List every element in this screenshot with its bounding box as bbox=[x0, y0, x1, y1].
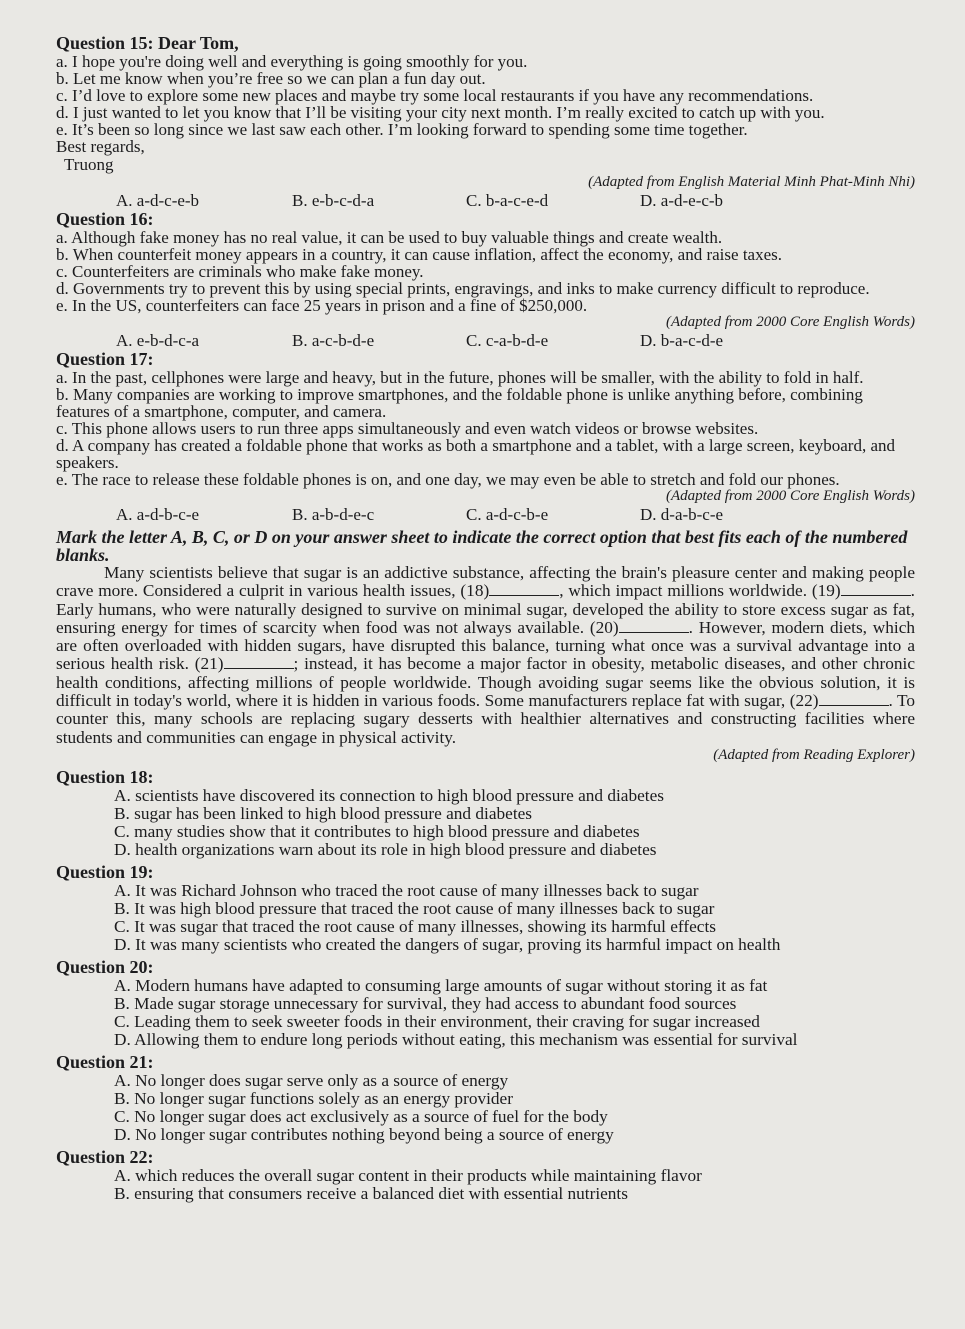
question-title: Question 21: bbox=[56, 1051, 154, 1072]
question-title: Question 19: bbox=[56, 861, 154, 882]
option-a[interactable]: A. e-b-d-c-a bbox=[116, 331, 200, 350]
passage-part-5: ; instead, it has become a major factor in obesity, metabolic diseases, and other chronic health conditions, affecting millions of people worldwide. Though avoiding sugar seems like the obvious solution, it is difficult in today's world, where it is hidden in various foods. Some manufacturers replace fat with sugar, (22) bbox=[56, 654, 915, 711]
sentence-e: e. It’s been so long since we last saw each other. I’m looking forward to spending some time together. bbox=[56, 120, 748, 139]
passage-part-4: . However, modern diets, which are often overloaded with hidden sugars, have disrupted this balance, turning what once was a survival advantage into a serious health risk. (21) bbox=[56, 617, 915, 674]
option-a[interactable]: A. a-d-b-c-e bbox=[116, 505, 200, 524]
letter-closing: Best regards, bbox=[56, 137, 145, 156]
question-title: Question 20: bbox=[56, 956, 154, 977]
option-c[interactable]: C. many studies show that it contributes to high blood pressure and diabetes bbox=[114, 821, 640, 841]
question-21 bbox=[56, 1053, 915, 1144]
option-b[interactable]: B. No longer sugar functions solely as an energy provider bbox=[114, 1088, 513, 1108]
passage-part-2: , which impact millions worldwide. (19) bbox=[559, 581, 841, 601]
question-title: Question 16: bbox=[56, 209, 154, 229]
sentence-d: d. A company has created a foldable phone that works as both a smartphone and a tablet, with a large screen, keyboard, and speakers. bbox=[56, 436, 896, 472]
option-c[interactable]: C. It was sugar that traced the root cause of many illnesses, showing its harmful effects bbox=[114, 916, 716, 936]
option-b[interactable]: B. sugar has been linked to high blood pressure and diabetes bbox=[114, 803, 533, 823]
answer-options bbox=[56, 191, 915, 210]
sentence-b: b. Let me know when you’re free so we can plan a fun day out. bbox=[56, 69, 486, 88]
sentence-c: c. This phone allows users to run three apps simultaneously and even watch videos or browse websites. bbox=[56, 419, 759, 438]
question-19 bbox=[56, 863, 915, 954]
blank-18[interactable] bbox=[489, 582, 559, 596]
option-b[interactable]: B. It was high blood pressure that traced the root cause of many illnesses back to sugar bbox=[114, 898, 715, 918]
option-a[interactable]: A. a-d-c-e-b bbox=[116, 191, 200, 210]
passage-source: (Adapted from Reading Explorer) bbox=[713, 746, 915, 763]
sentence-a: a. Although fake money has no real value, it can be used to buy valuable things and create wealth. bbox=[56, 228, 723, 247]
option-b[interactable]: B. e-b-c-d-a bbox=[292, 191, 375, 210]
question-15 bbox=[56, 34, 915, 210]
option-d[interactable]: D. It was many scientists who created the dangers of sugar, proving its harmful impact on health bbox=[114, 934, 781, 954]
question-20 bbox=[56, 958, 915, 1049]
question-title: Question 22: bbox=[56, 1146, 154, 1167]
option-c[interactable]: C. b-a-c-e-d bbox=[466, 191, 549, 210]
sentence-a: a. In the past, cellphones were large and heavy, but in the future, phones will be smaller, with the ability to fold in half. bbox=[56, 368, 864, 387]
sentence-a: a. I hope you're doing well and everything is going smoothly for you. bbox=[56, 52, 528, 71]
source-note: (Adapted from 2000 Core English Words) bbox=[665, 314, 915, 330]
passage-part-1: Many scientists believe that sugar is an addictive substance, affecting the brain's pleasure center and making people crave more. Considered a culprit in various health issues, (18) bbox=[56, 563, 915, 601]
sentence-e: e. In the US, counterfeiters can face 25 years in prison and a fine of $250,000. bbox=[56, 296, 588, 315]
sentence-d: d. I just wanted to let you know that I’ll be visiting your city next month. I’m really excited to catch up with you. bbox=[56, 103, 825, 122]
option-b[interactable]: B. a-c-b-d-e bbox=[292, 331, 375, 350]
blank-20[interactable] bbox=[619, 619, 689, 633]
question-title: Question 17: bbox=[56, 349, 154, 369]
question-22 bbox=[56, 1148, 915, 1203]
answer-options bbox=[56, 331, 915, 350]
option-c[interactable]: C. c-a-b-d-e bbox=[466, 331, 549, 350]
sentence-b: b. When counterfeit money appears in a country, it can cause inflation, affect the economy, and raise taxes. bbox=[56, 245, 782, 264]
option-a[interactable]: A. It was Richard Johnson who traced the root cause of many illnesses back to sugar bbox=[114, 880, 699, 900]
sentence-d: d. Governments try to prevent this by using special prints, engravings, and inks to make currency difficult to reproduce. bbox=[56, 279, 870, 298]
sentence-e: e. The race to release these foldable phones is on, and one day, we may even be able to stretch and fold our phones. bbox=[56, 470, 840, 489]
question-16 bbox=[56, 210, 915, 350]
option-d[interactable]: D. a-d-e-c-b bbox=[640, 191, 724, 210]
passage-part-3: . Early humans, who were naturally designed to survive on minimal sugar, developed the ability to store excess sugar as fat, ensuring energy for times of scarcity when food was not always available. (20) bbox=[56, 581, 915, 637]
option-d[interactable]: D. Allowing them to endure long periods without eating, this mechanism was essential for survival bbox=[114, 1029, 798, 1049]
reading-passage bbox=[56, 564, 915, 747]
question-title: Question 15: Dear Tom, bbox=[56, 33, 239, 53]
source-note: (Adapted from 2000 Core English Words) bbox=[665, 488, 915, 504]
option-d[interactable]: D. b-a-c-d-e bbox=[640, 331, 724, 350]
question-title: Question 18: bbox=[56, 766, 154, 787]
blank-19[interactable] bbox=[841, 582, 911, 596]
option-c[interactable]: C. a-d-c-b-e bbox=[466, 505, 549, 524]
option-a[interactable]: A. scientists have discovered its connection to high blood pressure and diabetes bbox=[114, 785, 664, 805]
option-d[interactable]: D. No longer sugar contributes nothing beyond being a source of energy bbox=[114, 1124, 614, 1144]
section-instruction: Mark the letter A, B, C, or D on your answer sheet to indicate the correct option that best fits each of the numbered blanks. bbox=[56, 527, 908, 565]
sentence-b: b. Many companies are working to improve smartphones, and the foldable phone is unlike anything before, combining features of a smartphone, computer, and camera. bbox=[56, 385, 863, 421]
answer-options bbox=[56, 505, 915, 524]
option-c[interactable]: C. Leading them to seek sweeter foods in their environment, their craving for sugar increased bbox=[114, 1011, 760, 1031]
option-b[interactable]: B. a-b-d-e-c bbox=[292, 505, 375, 524]
blank-21[interactable] bbox=[224, 655, 294, 669]
passage-part-6: . To counter this, many schools are replacing sugary desserts with healthier alternatives and constructing facilities where students and communities can engage in physical activity. bbox=[56, 691, 915, 747]
option-d[interactable]: D. health organizations warn about its role in high blood pressure and diabetes bbox=[114, 839, 657, 859]
option-d[interactable]: D. d-a-b-c-e bbox=[640, 505, 724, 524]
letter-signature: Truong bbox=[64, 155, 114, 174]
option-a[interactable]: A. which reduces the overall sugar content in their products while maintaining flavor bbox=[114, 1165, 702, 1185]
option-b[interactable]: B. ensuring that consumers receive a balanced diet with essential nutrients bbox=[114, 1183, 628, 1203]
sentence-c: c. Counterfeiters are criminals who make fake money. bbox=[56, 262, 424, 281]
blank-22[interactable] bbox=[819, 692, 889, 706]
option-a[interactable]: A. Modern humans have adapted to consuming large amounts of sugar without storing it as fat bbox=[114, 975, 768, 995]
source-note: (Adapted from English Material Minh Phat-Minh Nhi) bbox=[588, 174, 915, 190]
sentence-c: c. I’d love to explore some new places and maybe try some local restaurants if you have any recommendations. bbox=[56, 86, 814, 105]
question-17 bbox=[56, 350, 915, 524]
question-18 bbox=[56, 768, 915, 859]
option-a[interactable]: A. No longer does sugar serve only as a source of energy bbox=[114, 1070, 509, 1090]
option-c[interactable]: C. No longer sugar does act exclusively as a source of fuel for the body bbox=[114, 1106, 608, 1126]
option-b[interactable]: B. Made sugar storage unnecessary for survival, they had access to abundant food sources bbox=[114, 993, 737, 1013]
